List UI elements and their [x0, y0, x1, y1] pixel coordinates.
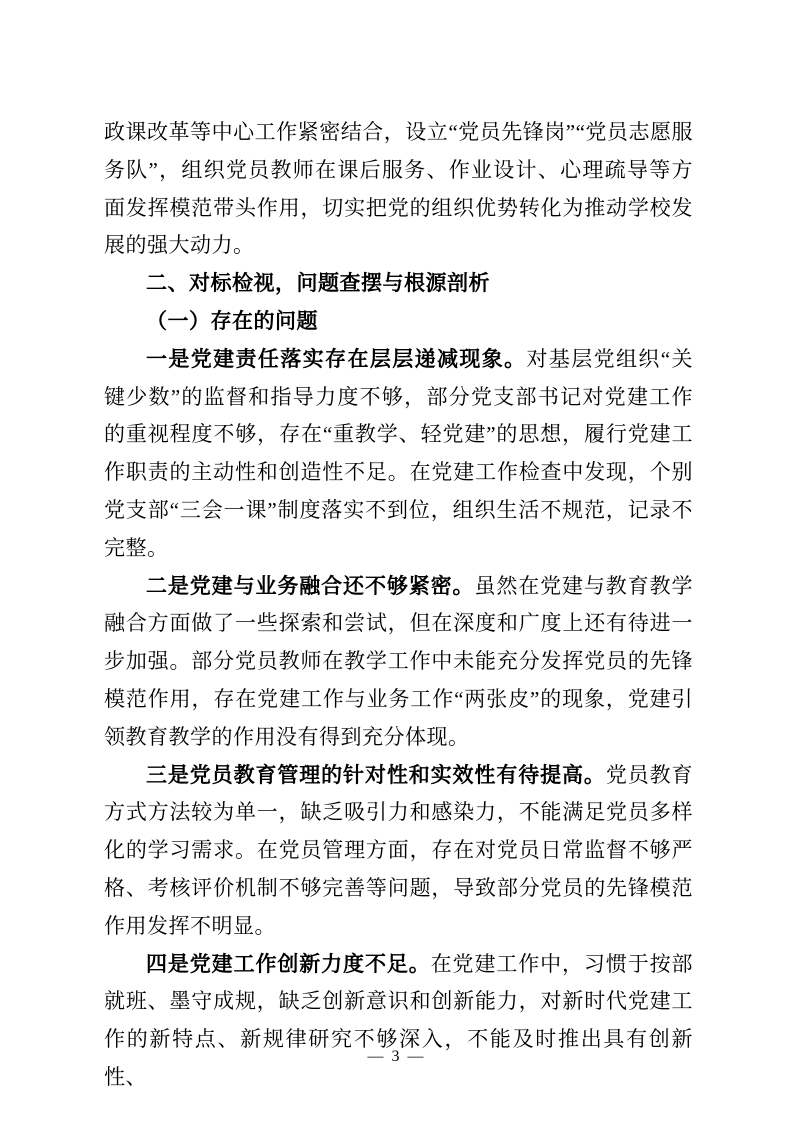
- paragraph-item-3: [104, 757, 693, 946]
- item-1-body: 对基层党组织“关键少数”的监督和指导力度不够，部分党支部书记对党建工作的重视程度不够，存在“重教学、轻党建”的思想，履行党建工作职责的主动性和创造性不足。在党建工作检查中发现，个别党支部“三会一课”制度落实不到位，组织生活不规范，记录不完整。: [104, 346, 693, 560]
- document-body: [104, 114, 693, 1097]
- paragraph-item-2: [104, 568, 693, 757]
- item-2-body: 虽然在党建与教育教学融合方面做了一些探索和尝试，但在深度和广度上还有待进一步加强。部分党员教师在教学工作中未能充分发挥党员的先锋模范作用，存在党建工作与业务工作“两张皮”的现象，党建引领教育教学的作用没有得到充分体现。: [104, 573, 693, 749]
- page-number: — 3 —: [367, 1048, 426, 1065]
- section-heading: 二、对标检视，问题查摆与根源剖析: [146, 271, 490, 296]
- subsection-heading: （一）存在的问题: [146, 308, 318, 333]
- page-footer: [0, 1048, 793, 1066]
- item-3-body: 党员教育方式方法较为单一，缺乏吸引力和感染力，不能满足党员多样化的学习需求。在党员管理方面，存在对党员日常监督不够严格、考核评价机制不够完善等问题，导致部分党员的先锋模范作用发挥不明显。: [104, 762, 693, 938]
- item-4-lead: 四是党建工作创新力度不足。: [146, 951, 431, 976]
- paragraph-continuation: 政课改革等中心工作紧密结合，设立“党员先锋岗”“党员志愿服务队”，组织党员教师在课后服务、作业设计、心理疏导等方面发挥模范带头作用，切实把党的组织优势转化为推动学校发展的强大动力。: [104, 120, 693, 258]
- item-2-lead: 二是党建与业务融合还不够紧密。: [146, 573, 475, 598]
- paragraph-item-1: [104, 341, 693, 568]
- item-3-lead: 三是党员教育管理的针对性和实效性有待提高。: [146, 762, 606, 787]
- item-4-body: 在党建工作中，习惯于按部就班、墨守成规，缺乏创新意识和创新能力，对新时代党建工作的新特点、新规律研究不够深入，不能及时推出具有创新性、: [104, 951, 694, 1089]
- item-1-lead: 一是党建责任落实存在层层递减现象。: [146, 346, 527, 371]
- paragraph-item-4: [104, 946, 693, 1097]
